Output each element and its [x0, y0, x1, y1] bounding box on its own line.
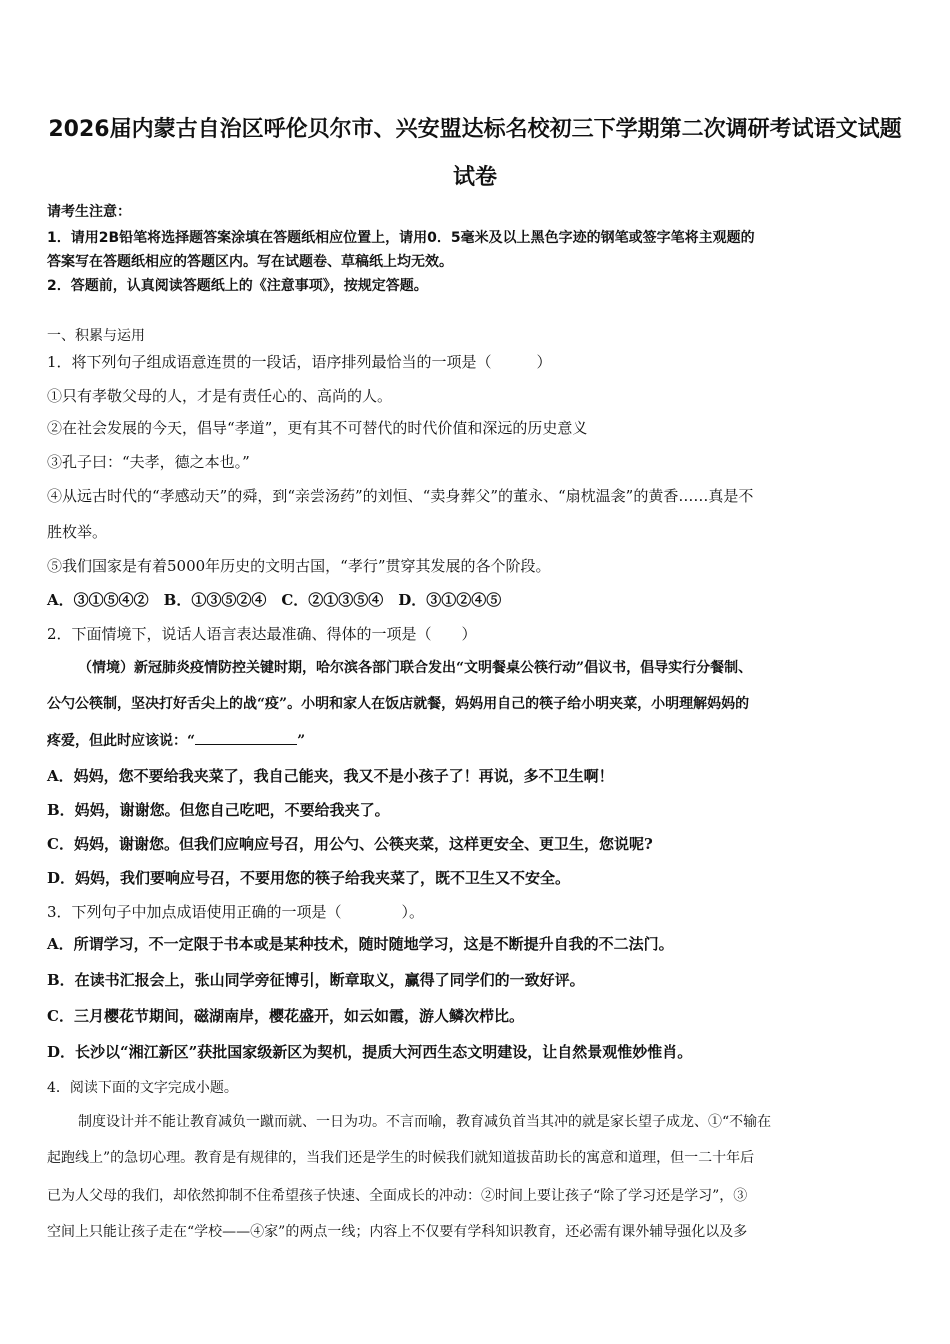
- q1-sentence-1: ①只有孝敬父母的人，才是有责任心的、高尚的人。: [47, 387, 393, 405]
- q4-paragraph-line-1: 制度设计并不能让教育减负一蹴而就、一日为功。不言而喻，教育减负首当其冲的就是家长望子成龙、①“不输在: [78, 1114, 772, 1130]
- q1-options: A．③①⑤④② B．①③⑤②④ C．②①③⑤④ D．③①②④⑤: [47, 591, 502, 609]
- q1-sentence-4a: ④从远古时代的“孝感动天”的舜，到“亲尝汤药”的刘恒、“卖身葬父”的董永、“扇枕温衾”的黄香……真是不: [47, 487, 754, 505]
- q2-context-c: [47, 730, 907, 751]
- q2-option-a: A．妈妈，您不要给我夹菜了，我自己能夹，我又不是小孩子了！再说，多不卫生啊！: [47, 767, 614, 785]
- q2-context-c-end: ”: [297, 733, 306, 749]
- q2-option-d: D．妈妈，我们要响应号召，不要用您的筷子给我夹菜了，既不卫生又不安全。: [47, 869, 571, 887]
- q1-sentence-4b: 胜枚举。: [47, 523, 108, 541]
- q4-paragraph-line-3: 已为人父母的我们，却依然抑制不住希望孩子快速、全面成长的冲动：②时间上要让孩子“除了学习还是学习”，③: [47, 1188, 748, 1204]
- q2-context-a: （情境）新冠肺炎疫情防控关键时期，哈尔滨各部门联合发出“文明餐桌公筷行动”倡议书，倡导实行分餐制、: [78, 660, 753, 676]
- answer-blank: [195, 730, 297, 745]
- q2-option-c: C．妈妈，谢谢您。但我们应响应号召，用公勺、公筷夹菜，这样更安全、更卫生，您说呢?: [47, 835, 653, 853]
- notice-heading: 请考生注意：: [47, 204, 131, 220]
- q4-paragraph-line-2: 起跑线上”的急切心理。教育是有规律的，当我们还是学生的时候我们就知道拔苗助长的寓意和道理，但一二十年后: [47, 1150, 755, 1166]
- notice-item-2: 2．答题前，认真阅读答题纸上的《注意事项》，按规定答题。: [47, 278, 428, 294]
- q3-stem: 3．下列句子中加点成语使用正确的一项是（ ）。: [47, 903, 425, 921]
- q3-option-a: A．所谓学习，不一定限于书本或是某种技术，随时随地学习，这是不断提升自我的不二法门。: [47, 935, 674, 953]
- notice-item-1b: 答案写在答题纸相应的答题区内。写在试题卷、草稿纸上均无效。: [47, 254, 453, 270]
- page-title-line1: 2026届内蒙古自治区呼伦贝尔市、兴安盟达标名校初三下学期第二次调研考试语文试题: [48, 117, 902, 142]
- q1-sentence-3: ③孔子曰：“夫孝，德之本也。”: [47, 453, 250, 471]
- q2-option-b: B．妈妈，谢谢您。但您自己吃吧，不要给我夹了。: [47, 801, 390, 819]
- q3-option-c: C．三月樱花节期间，磁湖南岸，樱花盛开，如云如霞，游人鳞次栉比。: [47, 1007, 524, 1025]
- q1-stem: 1．将下列句子组成语意连贯的一段话，语序排列最恰当的一项是（ ）: [47, 353, 552, 371]
- q1-sentence-5: ⑤我们国家是有着5000年历史的文明古国，“孝行”贯穿其发展的各个阶段。: [47, 557, 551, 575]
- q4-paragraph-line-4: 空间上只能让孩子走在“学校——④家”的两点一线；内容上不仅要有学科知识教育，还必需有课外辅导强化以及多: [47, 1224, 748, 1240]
- q2-context-c-text: 疼爱，但此时应该说：“: [47, 733, 196, 749]
- notice-item-1a: 1．请用2B铅笔将选择题答案涂填在答题纸相应位置上，请用0．5毫米及以上黑色字迹的钢笔或签字笔将主观题的: [47, 230, 755, 246]
- page-title-line2: 试卷: [452, 165, 497, 190]
- q4-stem: 4．阅读下面的文字完成小题。: [47, 1080, 238, 1096]
- q3-option-b: B．在读书汇报会上，张山同学旁征博引，断章取义，赢得了同学们的一致好评。: [47, 971, 585, 989]
- q2-stem: 2．下面情境下，说话人语言表达最准确、得体的一项是（ ）: [47, 625, 477, 643]
- q3-option-d: D．长沙以“湘江新区”获批国家级新区为契机，提质大河西生态文明建设，让自然景观惟妙惟肖。: [47, 1043, 693, 1061]
- section-heading: 一、积累与运用: [47, 328, 145, 344]
- q1-sentence-2: ②在社会发展的今天，倡导“孝道”，更有其不可替代的时代价值和深远的历史意义: [47, 419, 588, 437]
- q2-context-b: 公勺公筷制，坚决打好舌尖上的战“疫”。小明和家人在饭店就餐，妈妈用自己的筷子给小明夹菜，小明理解妈妈的: [47, 696, 750, 712]
